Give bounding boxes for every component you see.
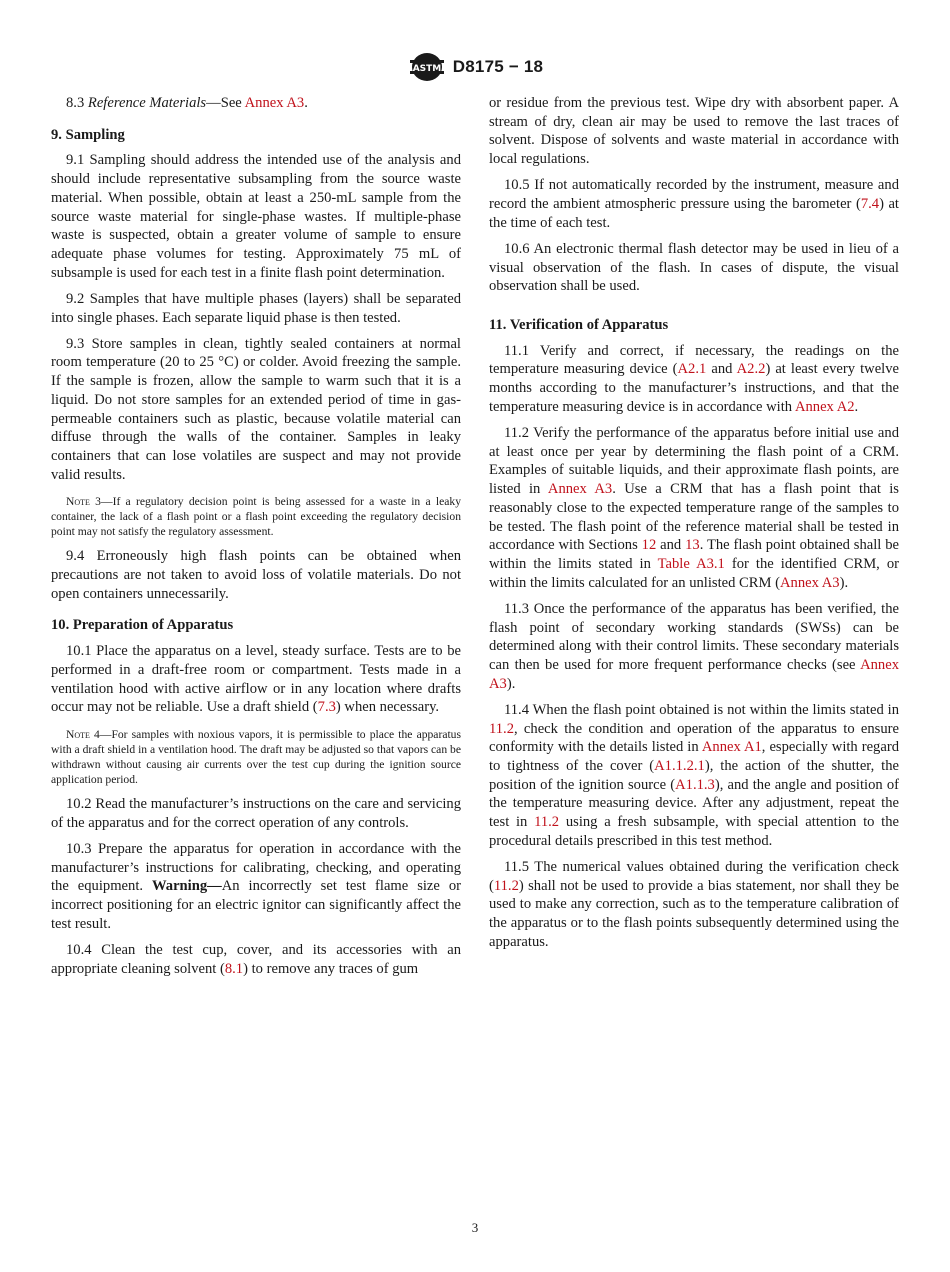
paragraph-10-4: 10.4 Clean the test cup, cover, and its accessories with an appropriate cleaning solvent (8.1) to remove any traces of gum bbox=[51, 941, 461, 977]
paragraph-11-5: 11.5 The numerical values obtained during the verification check (11.2) shall not be used to provide a bias statement, nor shall they be used to make any correction, such as to the temperature calibration of the apparatus or to the flash points subsequently determined using the apparatus. bbox=[489, 859, 899, 950]
astm-logo-icon bbox=[407, 52, 447, 82]
link-7-3[interactable]: 7.3 bbox=[317, 699, 336, 716]
paragraph-10-6: 10.6 An electronic thermal flash detector may be used in lieu of a visual observation of the flash. In cases of dispute, the visual observation shall be used. bbox=[489, 240, 899, 295]
page-header bbox=[0, 50, 950, 84]
note-4: Note 4—For samples with noxious vapors, it is permissible to place the apparatus with a draft shield in a ventilation hood. The draft may be adjusted so that vapors can be withdrawn without causing air currents over the test cup during the ignition source application period. bbox=[51, 727, 461, 786]
link-section-12[interactable]: 12 bbox=[641, 537, 657, 554]
paragraph-10-4-continued: or residue from the previous test. Wipe dry with absorbent paper. A stream of dry, clean air may be used to remove the last traces of solvent. Dispose of solvents and waste material in accordance with local regulations. bbox=[489, 95, 899, 168]
paragraph-9-3: 9.3 Store samples in clean, tightly sealed containers at normal room temperature (20 to 25 °C) or colder. Avoid freezing the sample. If the sample is frozen, allow the sample to warm such that it is a liquid. Do not store samples for an extended period of time in gas-permeable containers such as plastic, because volatile material can diffuse through the walls of the container. Samples in leaky containers that can lose volatiles are suspect and may not provide valid results. bbox=[51, 335, 461, 483]
link-7-4[interactable]: 7.4 bbox=[860, 196, 880, 213]
link-11-2[interactable]: 11.2 bbox=[493, 877, 519, 894]
paragraph-10-3: 10.3 Prepare the apparatus for operation in accordance with the manufacturer’s instructions for calibrating, checking, and operating the equipment. Warning—An incorrectly set test flame size or incorrect positioning for an electric ignitor can significantly affect the test result. bbox=[51, 840, 461, 932]
link-a1-1-2-1[interactable]: A1.1.2.1 bbox=[654, 758, 705, 774]
paragraph-9-1: 9.1 Sampling should address the intended use of the analysis and should include representative subsampling from the source waste material. When possible, obtain at least a 250-mL sample from the source waste material for single-phase wastes. If multiple-phase waste is suspected, obtain a greater volume of sample to ensure adequate phase volumes for testing. Approximately 75 mL of subsample is used for each test in a finite flash point determination. bbox=[51, 152, 461, 281]
link-annex-a3[interactable]: Annex A3 bbox=[489, 656, 899, 692]
paragraph-9-4: 9.4 Erroneously high flash points can be obtained when precautions are not taken to avoid loss of volatile materials. Do not open containers unnecessarily. bbox=[51, 548, 461, 602]
paragraph-11-4: 11.4 When the flash point obtained is not within the limits stated in 11.2, check the condition and operation of the apparatus to ensure conformity with the details listed in Annex A1, especially with regard to tightness of the cover (A1.1.2.1), the action of the shutter, the position of the ignition source (A1.1.3), and the angle and position of the temperature measuring device. After any adjustment, repeat the test in 11.2 using a fresh subsample, with special attention to the procedural details prescribed in this test method. bbox=[489, 701, 900, 849]
section-heading-10: 10. Preparation of Apparatus bbox=[51, 617, 234, 634]
paragraph-9-2: 9.2 Samples that have multiple phases (layers) shall be separated into single phases. Each separate liquid phase is then tested. bbox=[51, 290, 461, 326]
link-annex-a3[interactable]: Annex A3 bbox=[244, 95, 305, 111]
link-a2-1[interactable]: A2.1 bbox=[677, 361, 707, 378]
paragraph-11-1: 11.1 Verify and correct, if necessary, the readings on the temperature measuring device (A2.1 and A2.2) at least every twelve months according to the manufacturer’s instructions, and that the temperature measuring device is in accordance with Annex A2. bbox=[489, 342, 899, 415]
link-section-13[interactable]: 13 bbox=[685, 537, 700, 554]
paragraph-10-5: 10.5 If not automatically recorded by the instrument, measure and record the ambient atmospheric pressure using the barometer (7.4) at the time of each test. bbox=[489, 177, 899, 231]
left-column bbox=[51, 94, 461, 986]
link-a1-1-3[interactable]: A1.1.3 bbox=[675, 776, 715, 793]
warning-label: Warning— bbox=[151, 878, 222, 895]
link-a2-2[interactable]: A2.2 bbox=[736, 361, 766, 378]
link-8-1[interactable]: 8.1 bbox=[224, 960, 244, 977]
note-3: Note 3—If a regulatory decision point is being assessed for a waste in a leaky container, the lack of a flash point or a flash point exceeding the regulatory decision point may not satisfy the regulatory assessment. bbox=[51, 495, 461, 539]
link-annex-a1[interactable]: Annex A1 bbox=[701, 739, 762, 756]
paragraph-10-1: 10.1 Place the apparatus on a level, steady surface. Tests are to be performed in a draft-free room or compartment. Tests made in a ventilation hood with active airflow or in any location where drafts occur may not be reliable. Use a draft shield (7.3) when necessary. bbox=[51, 643, 461, 716]
paragraph-11-3: 11.3 Once the performance of the apparatus has been verified, the flash point of secondary working standards (SWSs) can be determined along with their control limits. These secondary materials can then be used for more frequent performance checks (see Annex A3). bbox=[489, 600, 899, 692]
paragraph-10-2: 10.2 Read the manufacturer’s instructions on the care and servicing of the apparatus and for the correct operation of any controls. bbox=[51, 795, 461, 831]
link-11-2[interactable]: 11.2 bbox=[534, 814, 560, 831]
link-annex-a2[interactable]: Annex A2 bbox=[794, 398, 855, 415]
paragraph-8-3: 8.3 Reference Materials—See Annex A3. bbox=[66, 95, 308, 111]
paragraph-11-2: 11.2 Verify the performance of the apparatus before initial use and at least once per year by determining the flash point of a CRM. Examples of suitable liquids, and their approximate flash points, are listed in Annex A3. Use a CRM that has a flash point that is reasonably close to the expected temperature range of the samples to be tested. The flash point of the reference material shall be tested in accordance with Sections 12 and 13. The flash point obtained shall be within the limits stated in Table A3.1 for the identified CRM, or within the limits calculated for an unlisted CRM (Annex A3). bbox=[489, 425, 900, 591]
link-annex-a3[interactable]: Annex A3 bbox=[780, 574, 840, 591]
link-annex-a3[interactable]: Annex A3 bbox=[547, 481, 613, 498]
link-11-2[interactable]: 11.2 bbox=[489, 720, 514, 737]
right-column bbox=[489, 94, 899, 959]
link-table-a3-1[interactable]: Table A3.1 bbox=[657, 555, 725, 572]
svg-text:ASTM: ASTM bbox=[412, 64, 442, 74]
section-heading-9: 9. Sampling bbox=[51, 126, 125, 143]
section-heading-11: 11. Verification of Apparatus bbox=[489, 317, 669, 334]
document-designation: D8175 − 18 bbox=[452, 57, 544, 76]
page-number: 3 bbox=[471, 1220, 479, 1235]
